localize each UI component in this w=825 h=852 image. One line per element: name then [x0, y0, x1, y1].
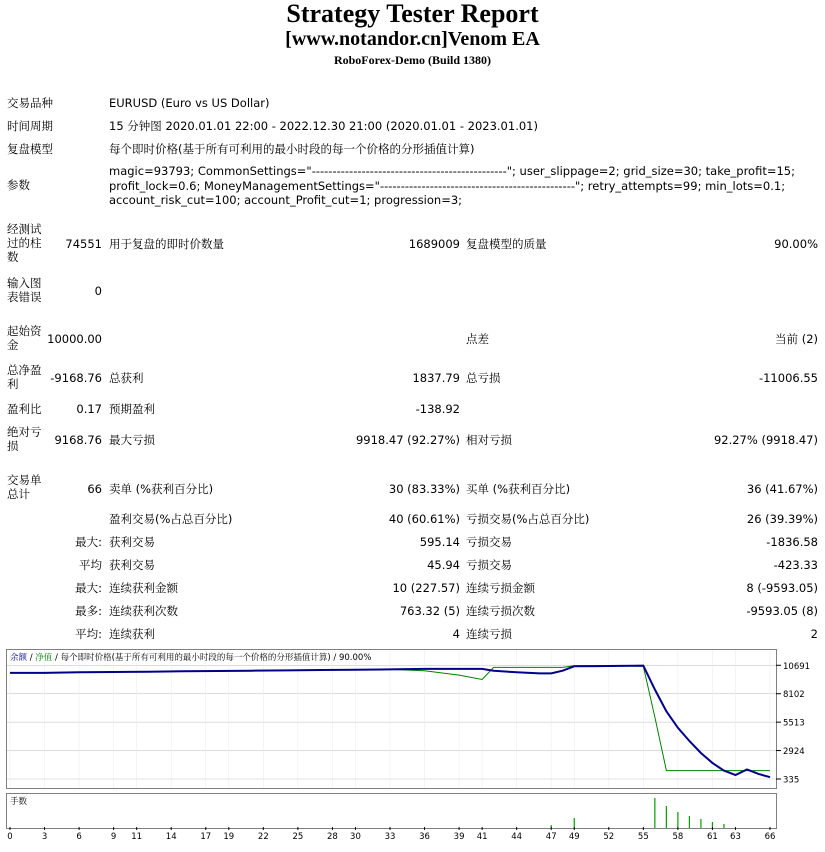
- x-tick-label: 39: [453, 832, 465, 842]
- x-tick-label: 11: [131, 832, 143, 842]
- quality-value: 90.00%: [774, 237, 818, 251]
- lots-chart-label: 手数: [10, 797, 28, 807]
- x-tick-label: 58: [672, 832, 684, 842]
- period-value: 15 分钟图 2020.01.01 22:00 - 2022.12.30 21:00 (2020.01.01 - 2023.01.01): [109, 119, 538, 133]
- quality-label: 复盘模型的质量: [466, 237, 547, 251]
- chart-legend: [10, 652, 371, 663]
- grossprofit-label: 总获利: [109, 371, 144, 385]
- x-tick-label: 66: [764, 832, 776, 842]
- reldd-value: 92.27% (9918.47): [713, 433, 818, 447]
- bars-label: 经测试过的柱数: [7, 222, 42, 264]
- spread-value: 当前 (2): [775, 332, 818, 346]
- payoff-value: -138.92: [415, 402, 460, 416]
- deposit-label: 起始资金: [7, 324, 42, 352]
- x-axis: [0, 827, 825, 845]
- average-loss-value: -423.33: [773, 558, 818, 572]
- maxcons-label: 最大:: [75, 581, 102, 595]
- bars-value: 74551: [65, 237, 102, 251]
- legend-separator: /: [27, 653, 36, 663]
- netprofit-value: -9168.76: [50, 371, 102, 385]
- largest-label: 最大:: [75, 535, 102, 549]
- lots-chart-frame: [7, 794, 777, 829]
- x-tick-label: 30: [350, 832, 361, 842]
- trades-value: 66: [87, 482, 102, 496]
- x-tick-label: 28: [327, 832, 338, 842]
- largest-loss-label: 亏损交易: [466, 535, 512, 549]
- netprofit-label: 总净盈利: [7, 363, 42, 391]
- average-label: 平均: [79, 558, 102, 572]
- equity-chart: [6, 649, 819, 789]
- spread-label: 点差: [466, 332, 489, 346]
- deposit-value: 10000.00: [47, 332, 102, 346]
- avgcons-label: 平均:: [75, 627, 102, 641]
- maxconsamt-profit-value: 763.32 (5): [399, 604, 460, 618]
- x-tick-label: 41: [476, 832, 488, 842]
- x-tick-label: 36: [419, 832, 430, 842]
- profit-trades-value: 40 (60.61%): [388, 512, 460, 526]
- average-profit-value: 45.94: [427, 558, 460, 572]
- maxconsamt-profit-label: 连续获利次数: [109, 604, 178, 618]
- average-loss-label: 亏损交易: [466, 558, 512, 572]
- average-profit-label: 获利交易: [109, 558, 155, 572]
- x-tick-label: 61: [707, 832, 718, 842]
- x-tick-label: 17: [200, 832, 212, 842]
- largest-loss-value: -1836.58: [766, 535, 818, 549]
- x-tick-label: 44: [511, 832, 523, 842]
- ticks-label: 用于复盘的即时价数量: [109, 237, 224, 251]
- profit-trades-label: 盈利交易(%占总百分比): [109, 512, 233, 526]
- errors-value: 0: [94, 284, 102, 298]
- legend-model: / 每个即时价格(基于所有可利用的最小时段的每一个价格的分形插值计算) / 90.00%: [52, 653, 372, 663]
- avgcons-wins-value: 4: [452, 627, 460, 641]
- avgcons-losses-label: 连续亏损: [466, 627, 512, 641]
- long-value: 36 (41.67%): [746, 482, 818, 496]
- maxconsamt-loss-value: -9593.05 (8): [746, 604, 818, 618]
- loss-trades-value: 26 (39.39%): [746, 512, 818, 526]
- report-title: Strategy Tester Report: [286, 0, 539, 28]
- x-tick-label: 25: [292, 832, 304, 842]
- maxdd-value: 9918.47 (92.27%): [355, 433, 460, 447]
- grossloss-label: 总亏损: [466, 371, 501, 385]
- short-label: 卖单 (%获利百分比): [109, 482, 214, 496]
- params-value: magic=93793; CommonSettings="-----------------------------------------------"; user_slippage=2; grid_size=30; take_profit=15; profit_lock=0.6; MoneyManagementSettings="-----------------------------------------------"; retry_attempts=99; min_lots=0.1; account_risk_cut=100; account_Profit_cut=1; progression=3;: [109, 164, 795, 207]
- x-tick-label: 19: [223, 832, 235, 842]
- x-tick-label: 9: [110, 832, 117, 842]
- pf-label: 盈利比: [7, 402, 42, 416]
- report-server: RoboForex-Demo (Build 1380): [333, 53, 492, 67]
- symbol-label: 交易品种: [7, 96, 53, 110]
- model-label: 复盘模型: [7, 142, 53, 156]
- largest-profit-value: 595.14: [419, 535, 460, 549]
- long-label: 买单 (%获利百分比): [466, 482, 571, 496]
- y-tick-label: 5513: [783, 718, 805, 729]
- x-tick-label: 55: [637, 832, 649, 842]
- y-tick-label: 335: [783, 775, 800, 786]
- y-tick-label: 2924: [783, 747, 805, 758]
- absdd-label: 绝对亏损: [7, 425, 42, 453]
- maxcons-wins-label: 连续获利金额: [109, 581, 178, 595]
- reldd-label: 相对亏损: [466, 433, 512, 447]
- payoff-label: 预期盈利: [109, 402, 155, 416]
- maxcons-losses-value: 8 (-9593.05): [746, 581, 818, 595]
- x-tick-label: 0: [7, 832, 13, 842]
- params-label: 参数: [7, 178, 30, 192]
- legend-equity: 净值: [35, 653, 53, 663]
- maxcons-wins-value: 10 (227.57): [392, 581, 460, 595]
- largest-profit-label: 获利交易: [109, 535, 155, 549]
- x-tick-label: 3: [41, 832, 48, 842]
- x-tick-label: 63: [730, 832, 741, 842]
- x-tick-label: 22: [257, 832, 269, 842]
- symbol-value: EURUSD (Euro vs US Dollar): [109, 96, 270, 110]
- y-tick-label: 8102: [783, 690, 805, 701]
- avgcons-losses-value: 2: [810, 627, 818, 641]
- maxconsamt-label: 最多:: [75, 604, 102, 618]
- trades-label: 交易单总计: [7, 473, 42, 501]
- errors-label: 输入图表错误: [7, 276, 42, 304]
- short-value: 30 (83.33%): [388, 482, 460, 496]
- maxcons-losses-label: 连续亏损金额: [466, 581, 535, 595]
- y-tick-label: 10691: [783, 661, 811, 672]
- loss-trades-label: 亏损交易(%占总百分比): [466, 512, 590, 526]
- x-tick-label: 14: [165, 832, 177, 842]
- legend-balance: 余额: [10, 653, 28, 663]
- x-tick-label: 47: [545, 832, 557, 842]
- x-tick-label: 33: [384, 832, 396, 842]
- absdd-value: 9168.76: [54, 433, 102, 447]
- maxconsamt-loss-label: 连续亏损次数: [466, 604, 535, 618]
- x-tick-label: 52: [603, 832, 615, 842]
- ticks-value: 1689009: [408, 237, 460, 251]
- x-tick-label: 49: [568, 832, 580, 842]
- grossprofit-value: 1837.79: [412, 371, 460, 385]
- grossloss-value: -11006.55: [758, 371, 818, 385]
- report-subtitle: [www.notandor.cn]Venom EA: [285, 28, 540, 50]
- pf-value: 0.17: [76, 402, 102, 416]
- x-tick-label: 6: [76, 832, 82, 842]
- avgcons-wins-label: 连续获利: [109, 627, 155, 641]
- model-value: 每个即时价格(基于所有可利用的最小时段的每一个价格的分形插值计算): [109, 142, 475, 156]
- period-label: 时间周期: [7, 119, 53, 133]
- maxdd-label: 最大亏损: [109, 433, 155, 447]
